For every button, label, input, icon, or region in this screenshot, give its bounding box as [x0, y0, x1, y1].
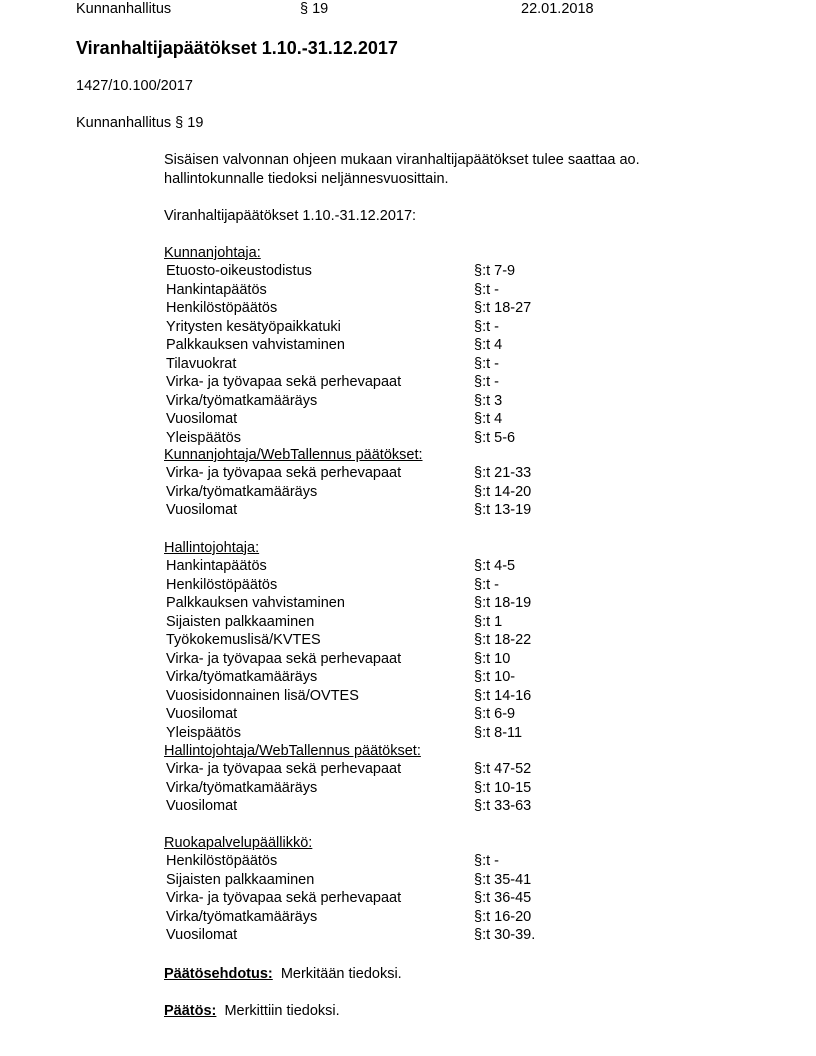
decision-paragraphs: §:t 21-33 — [474, 465, 532, 481]
decision-type: Yleispäätös — [166, 429, 241, 446]
decision-type: Virka- ja työvapaa sekä perhevapaat — [166, 761, 402, 777]
decision-type: Tilavuokrat — [166, 355, 237, 372]
decision-paragraphs: §:t 33-63 — [474, 798, 532, 814]
decision-paragraphs: §:t 14-16 — [474, 687, 532, 704]
decision-type: Virka- ja työvapaa sekä perhevapaat — [166, 465, 402, 481]
decision — [164, 1002, 340, 1020]
decision-type: Vuosilomat — [166, 411, 238, 427]
meeting-line: Kunnanhallitus § 19 — [76, 115, 204, 131]
decision-paragraphs: §:t 18-22 — [474, 632, 532, 648]
decision-type: Vuosilomat — [166, 706, 238, 722]
section-heading: Kunnanjohtaja: — [164, 245, 261, 261]
intro-line-1: Sisäisen valvonnan ohjeen mukaan viranhaltijapäätökset tulee saattaa ao. — [164, 152, 640, 168]
decision-type: Virka/työmatkamääräys — [166, 669, 318, 685]
decision-type: Hankintapäätös — [166, 558, 267, 574]
period-heading: Viranhaltijapäätökset 1.10.-31.12.2017: — [164, 208, 417, 224]
decision-paragraphs: §:t - — [474, 281, 499, 298]
section-heading: Kunnanjohtaja/WebTallennus päätökset: — [164, 447, 423, 463]
proposal-label: Päätösehdotus: — [164, 966, 273, 982]
decision-type: Virka/työmatkamääräys — [166, 483, 318, 500]
proposal — [164, 965, 402, 983]
decision-type: Henkilöstöpäätös — [166, 576, 278, 593]
decision-paragraphs: §:t 18-19 — [474, 595, 532, 611]
document-title: Viranhaltijapäätökset 1.10.-31.12.2017 — [76, 38, 398, 58]
decision-type: Etuosto-oikeustodistus — [166, 263, 312, 279]
decision-type: Virka/työmatkamääräys — [166, 908, 318, 925]
decision-paragraphs: §:t 7-9 — [474, 263, 516, 279]
decision-paragraphs: §:t 1 — [474, 613, 503, 630]
decision-paragraphs: §:t - — [474, 318, 499, 335]
decision-paragraphs: §:t - — [474, 355, 499, 372]
decision-paragraphs: §:t 10- — [474, 669, 516, 685]
decision-type: Virka- ja työvapaa sekä perhevapaat — [166, 374, 402, 390]
decision-type: Virka/työmatkamääräys — [166, 392, 318, 409]
decision-paragraphs: §:t 10-15 — [474, 779, 532, 796]
decision-type: Sijaisten palkkaaminen — [166, 613, 315, 630]
decision-paragraphs: §:t 6-9 — [474, 706, 516, 722]
decision-type: Virka- ja työvapaa sekä perhevapaat — [166, 890, 402, 906]
decision-paragraphs: §:t 16-20 — [474, 908, 532, 925]
decision-type: Virka- ja työvapaa sekä perhevapaat — [166, 650, 402, 667]
decision-type: Sijaisten palkkaaminen — [166, 871, 315, 888]
decision-paragraphs: §:t 4 — [474, 337, 503, 353]
decision-paragraphs: §:t 3 — [474, 392, 503, 409]
decision-paragraphs: §:t 14-20 — [474, 483, 532, 500]
section-heading: Hallintojohtaja: — [164, 540, 260, 556]
decision-paragraphs: §:t 4 — [474, 411, 503, 427]
section-heading: Ruokapalvelupäällikkö: — [164, 835, 313, 851]
decision-type: Virka/työmatkamääräys — [166, 779, 318, 796]
decision-paragraphs: §:t - — [474, 576, 499, 593]
decision-type: Vuosilomat — [166, 798, 238, 814]
decision-paragraphs: §:t - — [474, 374, 499, 390]
decision-paragraphs: §:t 8-11 — [474, 724, 523, 741]
proposal-text: Merkitään tiedoksi. — [280, 966, 402, 982]
decision-type: Henkilöstöpäätös — [166, 853, 278, 869]
decision-paragraphs: §:t - — [474, 853, 499, 869]
decision-type: Vuosilomat — [166, 927, 238, 943]
decision-text: Merkittiin tiedoksi. — [224, 1003, 340, 1019]
decision-label: Päätös: — [164, 1003, 217, 1019]
header-section: § 19 — [300, 1, 329, 17]
section-heading: Hallintojohtaja/WebTallennus päätökset: — [164, 743, 421, 759]
header-date: 22.01.2018 — [521, 1, 594, 17]
reference-number: 1427/10.100/2017 — [76, 78, 193, 94]
decision-type: Yritysten kesätyöpaikkatuki — [166, 318, 341, 335]
intro-line-2: hallintokunnalle tiedoksi neljännesvuosittain. — [164, 171, 449, 187]
header-body-name: Kunnanhallitus — [76, 1, 172, 17]
decision-paragraphs: §:t 47-52 — [474, 761, 532, 777]
decision-paragraphs: §:t 10 — [474, 650, 511, 667]
decision-type: Yleispäätös — [166, 724, 241, 741]
decision-type: Hankintapäätös — [166, 281, 267, 298]
decision-paragraphs: §:t 13-19 — [474, 502, 532, 518]
decision-paragraphs: §:t 4-5 — [474, 558, 516, 574]
decision-type: Vuosisidonnainen lisä/OVTES — [166, 687, 359, 704]
decision-paragraphs: §:t 35-41 — [474, 871, 532, 888]
decision-type: Vuosilomat — [166, 502, 238, 518]
decision-type: Palkkauksen vahvistaminen — [166, 595, 345, 611]
decision-type: Henkilöstöpäätös — [166, 300, 278, 316]
decision-type: Työkokemuslisä/KVTES — [166, 632, 321, 648]
decision-paragraphs: §:t 30-39. — [474, 927, 536, 943]
decision-type: Palkkauksen vahvistaminen — [166, 337, 345, 353]
decision-paragraphs: §:t 36-45 — [474, 890, 532, 906]
decision-paragraphs: §:t 18-27 — [474, 300, 532, 316]
decision-paragraphs: §:t 5-6 — [474, 429, 516, 446]
